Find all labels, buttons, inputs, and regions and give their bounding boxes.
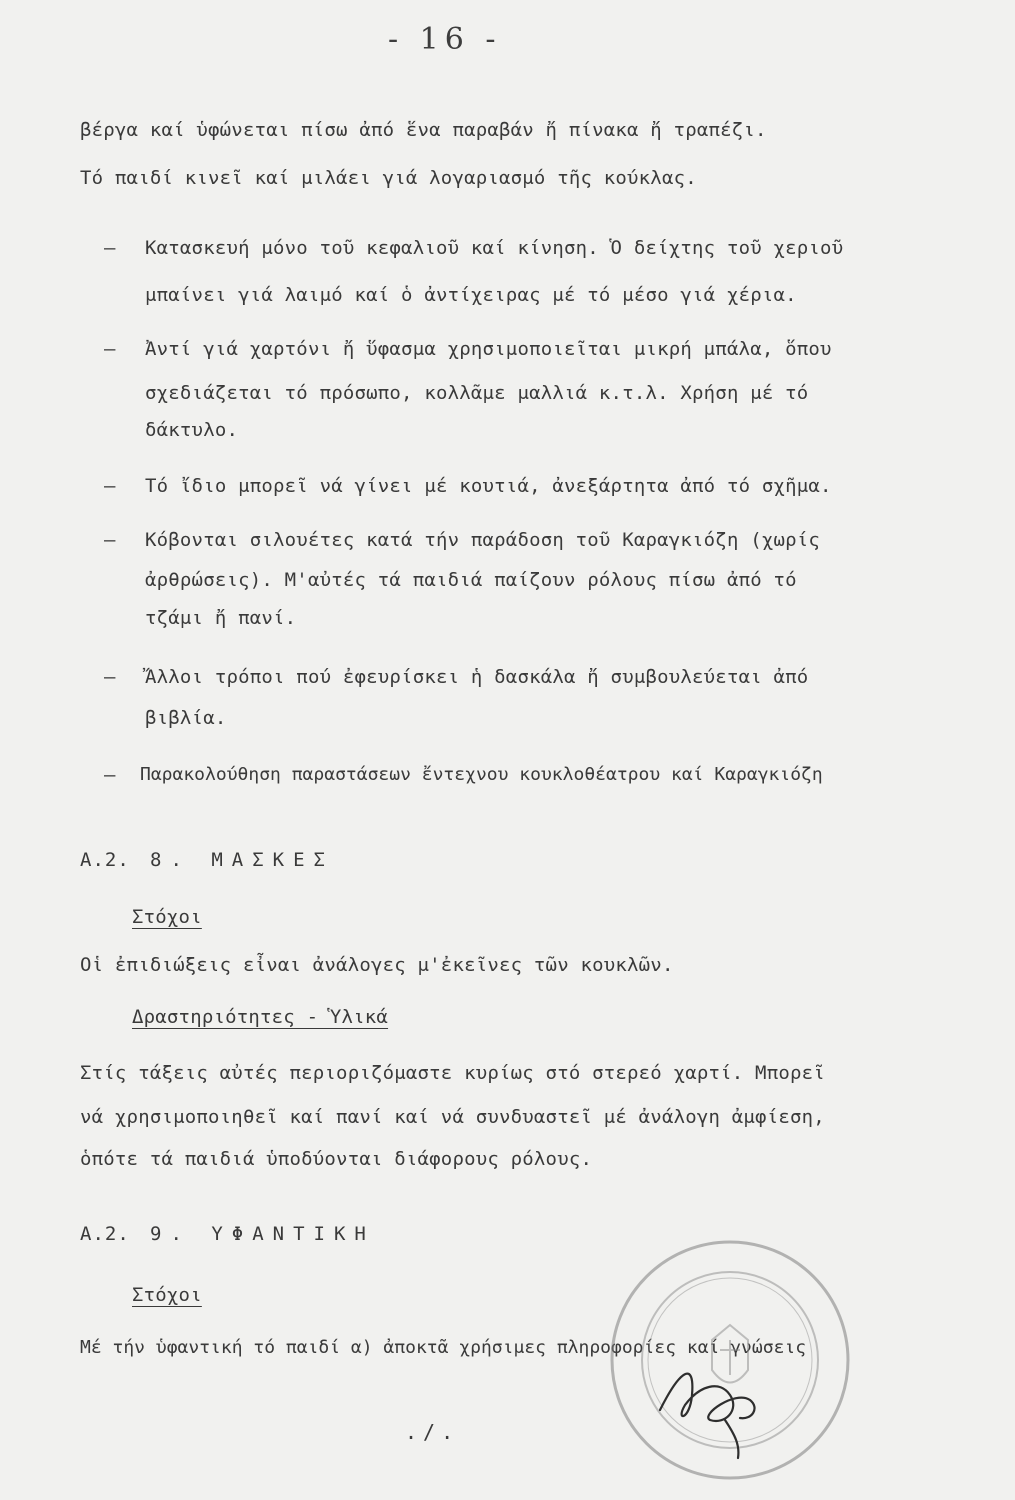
- list-item-line: Ἄλλοι τρόποι πού ἐφευρίσκει ἡ δασκάλα ἤ συμβουλεύεται ἀπό: [145, 666, 809, 688]
- list-item-line: Κατασκευή μόνο τοῦ κεφαλιοῦ καί κίνηση. Ὁ δείχτης τοῦ χεριοῦ: [145, 237, 844, 259]
- section-number: Α.2.: [80, 1223, 130, 1245]
- continuation-mark: ./.: [405, 1420, 460, 1444]
- body-line: ὁπότε τά παιδιά ὑποδύονται διάφορους ρόλους.: [80, 1148, 593, 1170]
- bullet-dash: –: [104, 529, 116, 551]
- body-line: βέργα καί ὑφώνεται πίσω ἀπό ἕνα παραβάν ἤ πίνακα ἤ τραπέζι.: [80, 119, 767, 141]
- section-number: Α.2.: [80, 849, 130, 871]
- subheading: Δραστηριότητες - Ὑλικά: [132, 1006, 389, 1028]
- list-item-line: Ἀντί γιά χαρτόνι ἤ ὕφασμα χρησιμοποιεῖται μικρή μπάλα, ὅπου: [145, 338, 832, 360]
- list-item-line: τζάμι ἤ πανί.: [145, 607, 297, 629]
- signature-icon: [640, 1350, 780, 1460]
- section-title: 8. ΜΑΣΚΕΣ: [150, 849, 334, 871]
- body-line: Τό παιδί κινεῖ καί μιλάει γιά λογαριασμό τῆς κούκλας.: [80, 167, 697, 189]
- body-line: νά χρησιμοποιηθεῖ καί πανί καί νά συνδυαστεῖ μέ ἀνάλογη ἀμφίεση,: [80, 1106, 825, 1128]
- body-line: Οἱ ἐπιδιώξεις εἶναι ἀνάλογες μ'ἐκεῖνες τῶν κουκλῶν.: [80, 954, 674, 976]
- body-line: Στίς τάξεις αὐτές περιοριζόμαστε κυρίως στό στερεό χαρτί. Μπορεῖ: [80, 1062, 825, 1084]
- page-number: - 16 -: [388, 22, 502, 57]
- list-item-line: μπαίνει γιά λαιμό καί ὁ ἀντίχειρας μέ τό μέσο γιά χέρια.: [145, 284, 797, 306]
- bullet-dash: –: [104, 666, 116, 688]
- list-item-line: ἀρθρώσεις). Μ'αὐτές τά παιδιά παίζουν ρόλους πίσω ἀπό τό: [145, 569, 797, 591]
- bullet-dash: –: [104, 475, 116, 497]
- bullet-dash: –: [104, 764, 116, 786]
- section-title: 9. ΥΦΑΝΤΙΚΗ: [150, 1223, 375, 1245]
- list-item-line: δάκτυλο.: [145, 419, 239, 441]
- bullet-dash: –: [104, 338, 116, 360]
- bullet-dash: –: [104, 237, 116, 259]
- body-line: Μέ τήν ὑφαντική τό παιδί α) ἀποκτᾶ χρήσιμες πληροφορίες καί γνώσεις: [80, 1337, 807, 1358]
- subheading: Στόχοι: [132, 906, 202, 928]
- list-item-line: Κόβονται σιλουέτες κατά τήν παράδοση τοῦ Καραγκιόζη (χωρίς: [145, 529, 821, 551]
- list-item-line: βιβλία.: [145, 707, 227, 729]
- list-item-line: Τό ἴδιο μπορεῖ νά γίνει μέ κουτιά, ἀνεξάρτητα ἀπό τό σχῆμα.: [145, 475, 832, 497]
- subheading: Στόχοι: [132, 1284, 202, 1306]
- list-item-line: σχεδιάζεται τό πρόσωπο, κολλᾶμε μαλλιά κ.τ.λ. Χρήση μέ τό: [145, 382, 809, 404]
- list-item-line: Παρακολούθηση παραστάσεων ἔντεχνου κουκλοθέατρου καί Καραγκιόζη: [140, 764, 823, 785]
